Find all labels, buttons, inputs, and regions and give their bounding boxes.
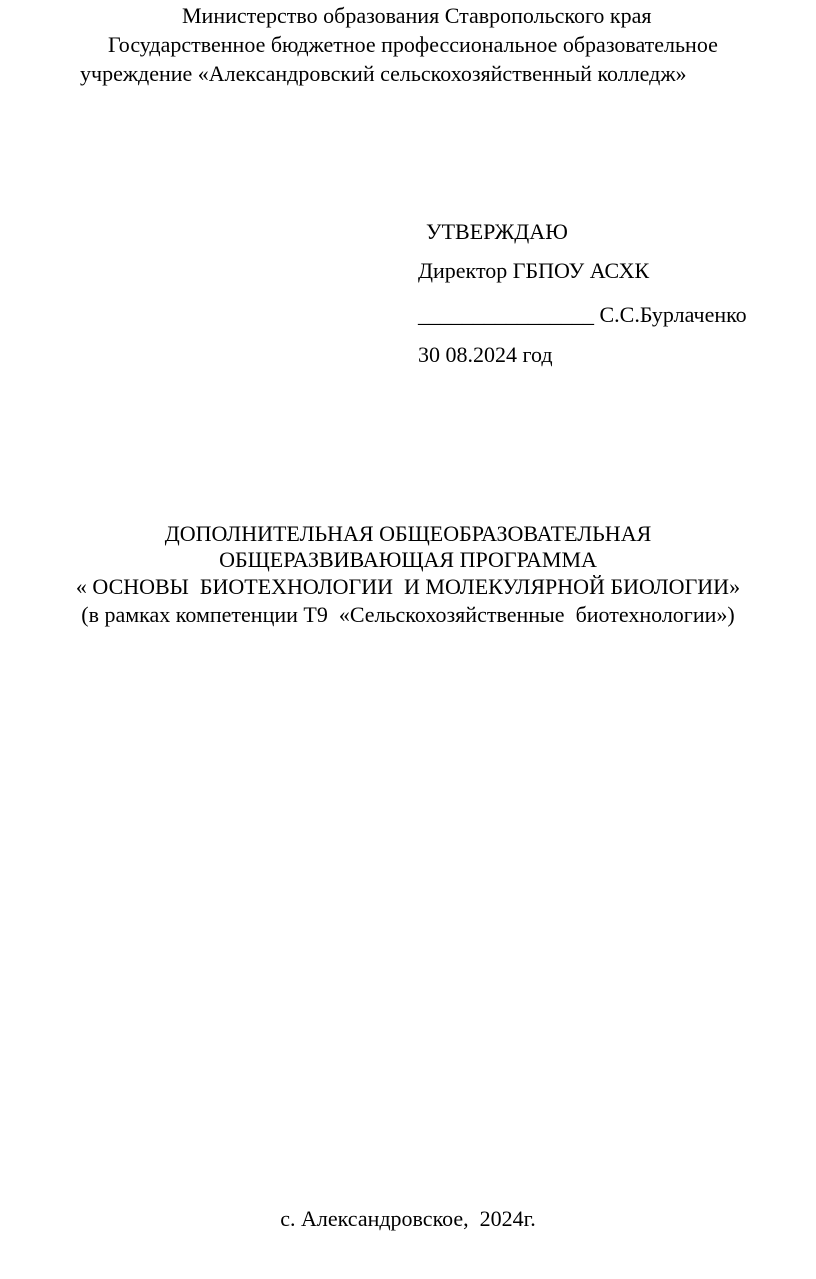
institution-name-line1: Государственное бюджетное профессиональное образовательное xyxy=(108,32,718,57)
approval-heading: УТВЕРЖДАЮ xyxy=(426,219,568,244)
program-title-line3: « ОСНОВЫ БИОТЕХНОЛОГИИ И МОЛЕКУЛЯРНОЙ БИОЛОГИИ» xyxy=(75,574,741,599)
approval-date: 30 08.2024 год xyxy=(418,342,553,367)
program-title-line1: ДОПОЛНИТЕЛЬНАЯ ОБЩЕОБРАЗОВАТЕЛЬНАЯ xyxy=(164,521,652,546)
place-and-year: с. Александровское, 2024г. xyxy=(280,1206,536,1231)
program-subtitle: (в рамках компетенции Т9 «Сельскохозяйственные биотехнологии») xyxy=(81,602,735,627)
institution-name-line2: учреждение «Александровский сельскохозяйственный колледж» xyxy=(80,61,687,86)
program-title-line2: ОБЩЕРАЗВИВАЮЩАЯ ПРОГРАММА xyxy=(219,547,597,572)
signature-line: ________________ С.С.Бурлаченко xyxy=(418,302,747,327)
ministry-name: Министерство образования Ставропольского края xyxy=(182,3,652,28)
approver-position: Директор ГБПОУ АСХК xyxy=(418,258,650,283)
